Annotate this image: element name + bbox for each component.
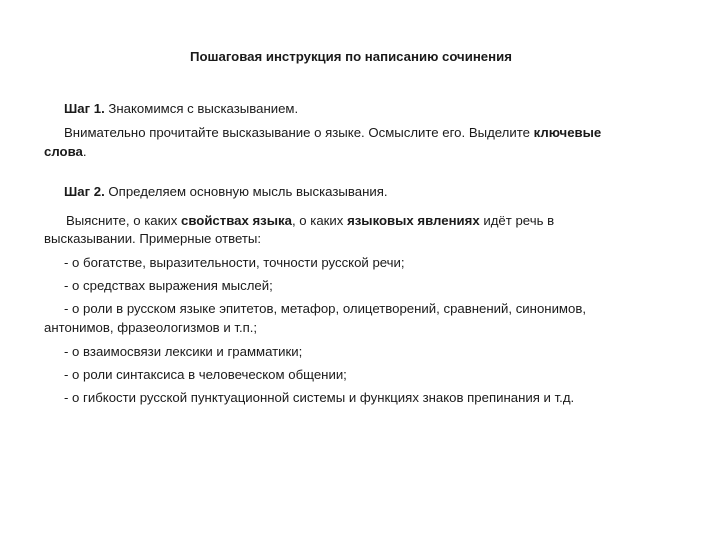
list-item: - о гибкости русской пунктуационной системы и функциях знаков препинания и т.д.: [64, 390, 575, 405]
list-item-continuation: антонимов, фразеологизмов и т.п.;: [44, 320, 258, 335]
step2-heading: [64, 184, 388, 199]
list-item: - о средствах выражения мыслей;: [64, 278, 273, 293]
step2-heading-text: Определяем основную мысль высказывания.: [104, 184, 388, 199]
list-item: - о роли синтаксиса в человеческом общении;: [64, 367, 347, 382]
step1-keyword: ключевые: [533, 125, 602, 140]
list-item: - о взаимосвязи лексики и грамматики;: [64, 344, 303, 359]
list-item: - о богатстве, выразительности, точности русской речи;: [64, 255, 405, 270]
step1-label: Шаг 1.: [64, 101, 105, 116]
step2-bold-properties: свойствах языка: [181, 213, 292, 228]
step1-text-line2: [44, 144, 87, 159]
step2-bold-phenomena: языковых явлениях: [347, 213, 480, 228]
step1-text: Внимательно прочитайте высказывание о языке. Осмыслите его. Выделите: [64, 125, 534, 140]
step2-paragraph-line2: высказывании. Примерные ответы:: [44, 231, 262, 246]
step2-text-c: идёт речь в: [479, 213, 555, 228]
step1-heading-text: Знакомимся с высказыванием.: [104, 101, 299, 116]
list-item: - о роли в русском языке эпитетов, метафор, олицетворений, сравнений, синонимов,: [64, 301, 587, 316]
step2-text-b: , о каких: [291, 213, 348, 228]
step2-label: Шаг 2.: [64, 184, 105, 199]
step1-text-line1: [64, 125, 601, 140]
step1-keyword-wrap: слова: [44, 144, 83, 159]
step2-text-a: Выясните, о каких: [66, 213, 181, 228]
step1-heading: [64, 101, 298, 116]
step2-paragraph-line1: [66, 213, 554, 228]
page-title: Пошаговая инструкция по написанию сочинения: [190, 49, 512, 64]
step1-text-end: .: [82, 144, 87, 159]
